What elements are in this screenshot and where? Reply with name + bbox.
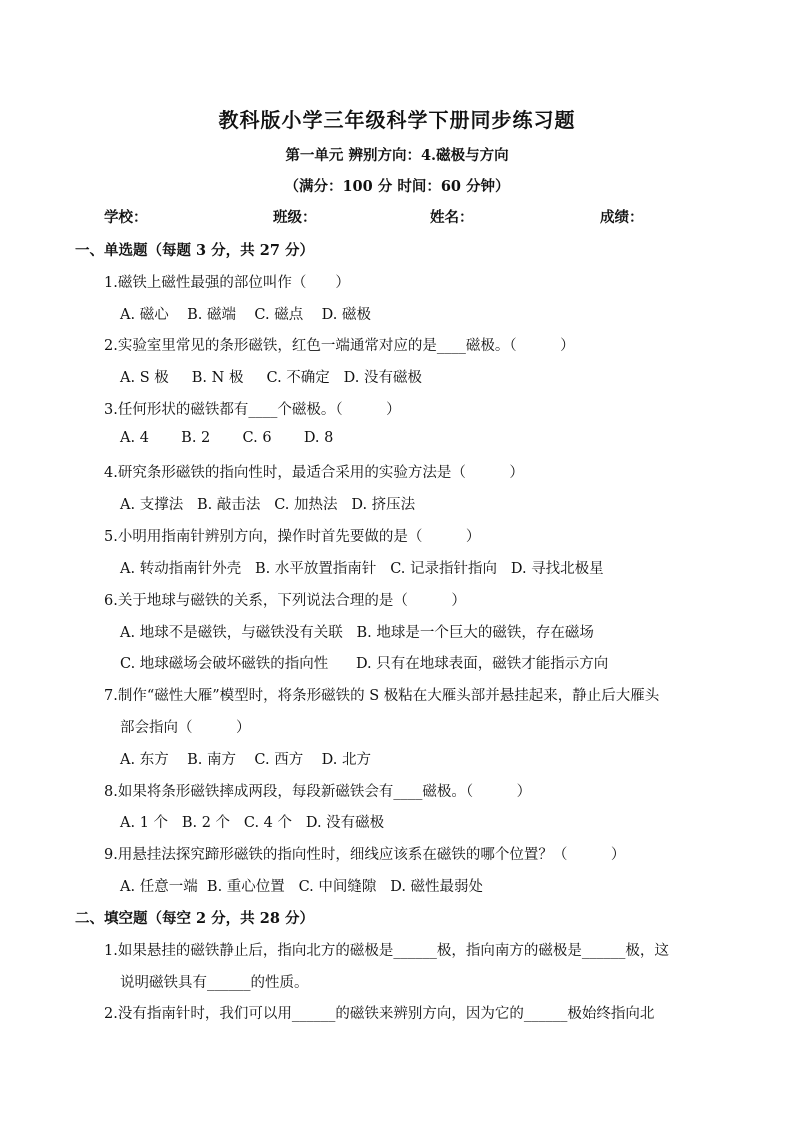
question-8-options: A. 1 个 B. 2 个 C. 4 个 D. 没有磁极 <box>120 815 385 831</box>
question-7-options: A. 东方 B. 南方 C. 西方 D. 北方 <box>120 752 371 768</box>
question-3-options: A. 4 B. 2 C. 6 D. 8 <box>120 430 334 446</box>
section-title-fill-blank: 二、填空题（每空 2 分，共 28 分） <box>75 910 314 927</box>
question-4: 4.研究条形磁铁的指向性时，最适合采用的实验方法是（ ） <box>104 465 524 481</box>
fill-question-1-continued: 说明磁铁具有______的性质。 <box>120 975 309 991</box>
question-7: 7.制作“磁性大雁”模型时，将条形磁铁的 S 极粘在大雁头部并悬挂起来，静止后大雁头 <box>104 688 660 704</box>
class-label: 班级： <box>273 209 317 226</box>
fill-question-1: 1.如果悬挂的磁铁静止后，指向北方的磁极是______极，指向南方的磁极是______极，这 <box>104 943 669 959</box>
name-label: 姓名： <box>430 209 474 226</box>
page-title: 教科版小学三年级科学下册同步练习题 <box>218 108 576 132</box>
score-time-line: （满分：100 分 时间：60 分钟） <box>284 178 510 195</box>
question-8: 8.如果将条形磁铁摔成两段，每段新磁铁会有____磁极。（ ） <box>104 784 532 800</box>
school-label: 学校： <box>104 209 148 226</box>
question-2: 2.实验室里常见的条形磁铁，红色一端通常对应的是____磁极。（ ） <box>104 338 575 354</box>
question-9-options: A. 任意一端 B. 重心位置 C. 中间缝隙 D. 磁性最弱处 <box>120 879 484 895</box>
question-6-options-cd: C. 地球磁场会破坏磁铁的指向性 D. 只有在地球表面，磁铁才能指示方向 <box>120 656 609 672</box>
section-title-single-choice: 一、单选题（每题 3 分，共 27 分） <box>75 242 314 259</box>
question-1-options: A. 磁心 B. 磁端 C. 磁点 D. 磁极 <box>120 307 371 323</box>
question-5-options: A. 转动指南针外壳 B. 水平放置指南针 C. 记录指针指向 D. 寻找北极星 <box>120 561 604 577</box>
grade-label: 成绩： <box>600 209 644 226</box>
question-3: 3.任何形状的磁铁都有____个磁极。（ ） <box>104 402 401 418</box>
question-2-options: A. S 极 B. N 极 C. 不确定 D. 没有磁极 <box>120 370 422 386</box>
question-9: 9.用悬挂法探究蹄形磁铁的指向性时，细线应该系在磁铁的哪个位置？（ ） <box>104 847 626 863</box>
student-info-row <box>0 206 794 228</box>
unit-subtitle: 第一单元 辨别方向：4.磁极与方向 <box>285 147 509 164</box>
question-1: 1.磁铁上磁性最强的部位叫作（ ） <box>104 275 350 291</box>
question-4-options: A. 支撑法 B. 敲击法 C. 加热法 D. 挤压法 <box>120 497 416 513</box>
question-7-continued: 部会指向（ ） <box>120 720 251 736</box>
question-6-options-ab: A. 地球不是磁铁，与磁铁没有关联 B. 地球是一个巨大的磁铁，存在磁场 <box>120 625 594 641</box>
question-5: 5.小明用指南针辨别方向，操作时首先要做的是（ ） <box>104 529 481 545</box>
fill-question-2: 2.没有指南针时，我们可以用______的磁铁来辨别方向，因为它的______极始终指向北 <box>104 1006 655 1022</box>
question-6: 6.关于地球与磁铁的关系，下列说法合理的是（ ） <box>104 593 466 609</box>
